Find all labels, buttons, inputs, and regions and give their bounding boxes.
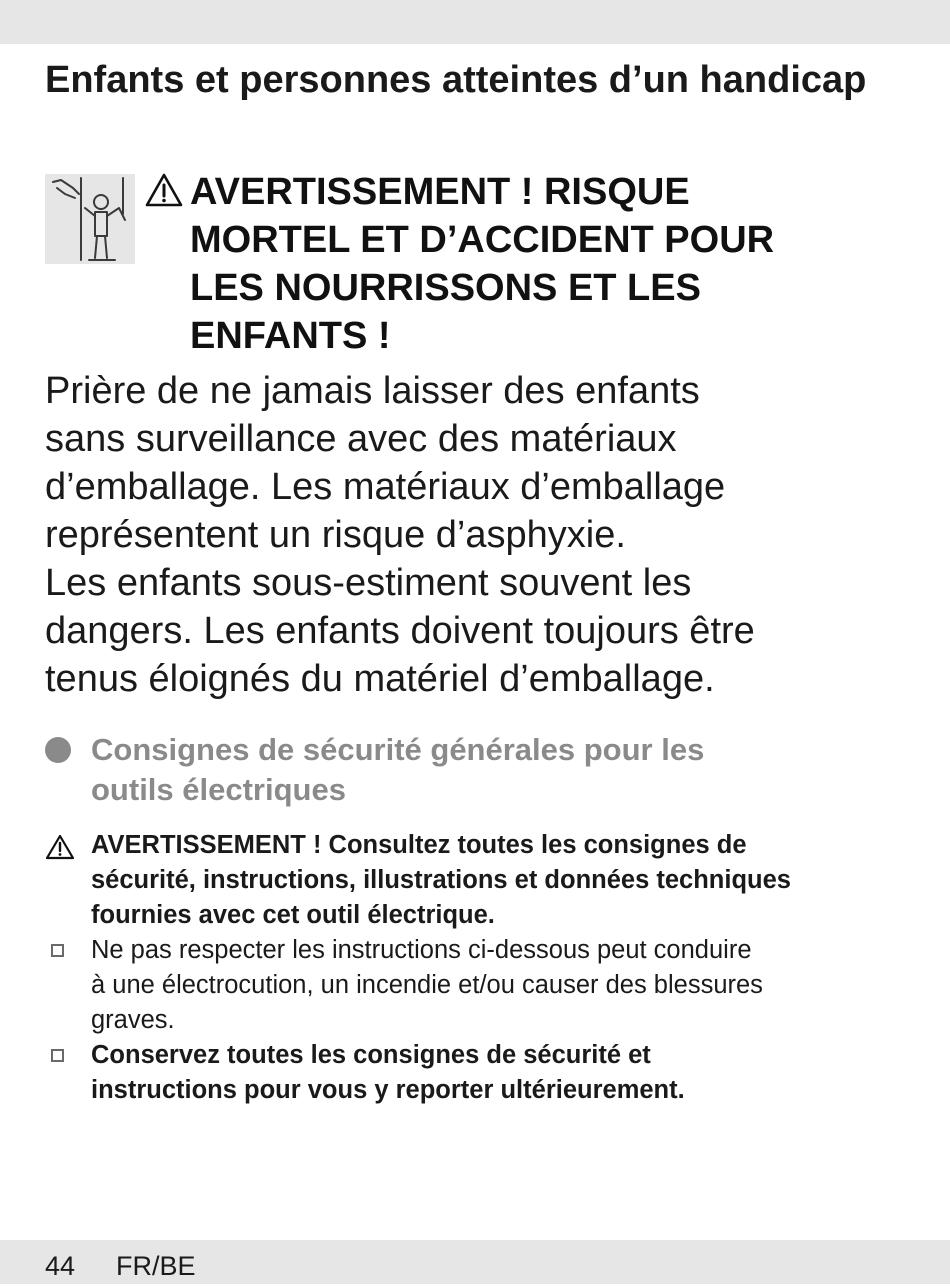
list-line: sécurité, instructions, illustrations et données techniques [91,866,791,894]
subsection-title-line: outils électriques [91,772,346,807]
body-line: sans surveillance avec des matériaux [45,418,677,460]
subsection-title-line: Consignes de sécurité générales pour les [91,732,705,767]
warning-heading-line: LES NOURRISSONS ET LES [190,267,701,309]
page-number: 44 [45,1251,76,1281]
body-line: Les enfants sous-estiment souvent les [45,562,692,604]
subsection-heading [45,730,905,810]
square-bullet-icon [51,944,64,957]
body-line: dangers. Les enfants doivent toujours être [45,610,755,652]
body-paragraph [45,367,915,703]
page-footer [0,1240,950,1284]
list-line: Ne pas respecter les instructions ci-dessous peut conduire [91,936,752,964]
warning-triangle-icon [45,834,75,860]
list-line: fournies avec cet outil électrique. [91,901,495,929]
locale-label: FR/BE [116,1251,196,1281]
warning-heading-line: ENFANTS ! [190,315,391,357]
warning-triangle-icon [145,173,183,207]
list-line: Conservez toutes les consignes de sécurité et [91,1041,651,1069]
list-item [45,1038,905,1108]
bullet-dot-icon [45,737,71,763]
list-line: AVERTISSEMENT ! Consultez toutes les consignes de [91,831,747,859]
square-bullet-icon [51,1049,64,1062]
list-item-warning [45,828,905,933]
top-band [0,0,950,44]
list-item [45,933,905,1038]
body-line: représentent un risque d’asphyxie. [45,514,626,556]
child-safety-icon [45,174,135,264]
list-line: graves. [91,1006,175,1034]
warning-heading-line: MORTEL ET D’ACCIDENT POUR [190,219,775,261]
warning-heading [145,168,905,360]
section-title: Enfants et personnes atteintes d’un handicap [45,59,867,101]
list-line: à une électrocution, un incendie et/ou causer des blessures [91,971,763,999]
warning-heading-line: AVERTISSEMENT ! RISQUE [190,171,690,213]
body-line: tenus éloignés du matériel d’emballage. [45,658,715,700]
body-line: Prière de ne jamais laisser des enfants [45,370,700,412]
body-line: d’emballage. Les matériaux d’emballage [45,466,726,508]
safety-list [45,828,905,1108]
list-line: instructions pour vous y reporter ultérieurement. [91,1076,685,1104]
